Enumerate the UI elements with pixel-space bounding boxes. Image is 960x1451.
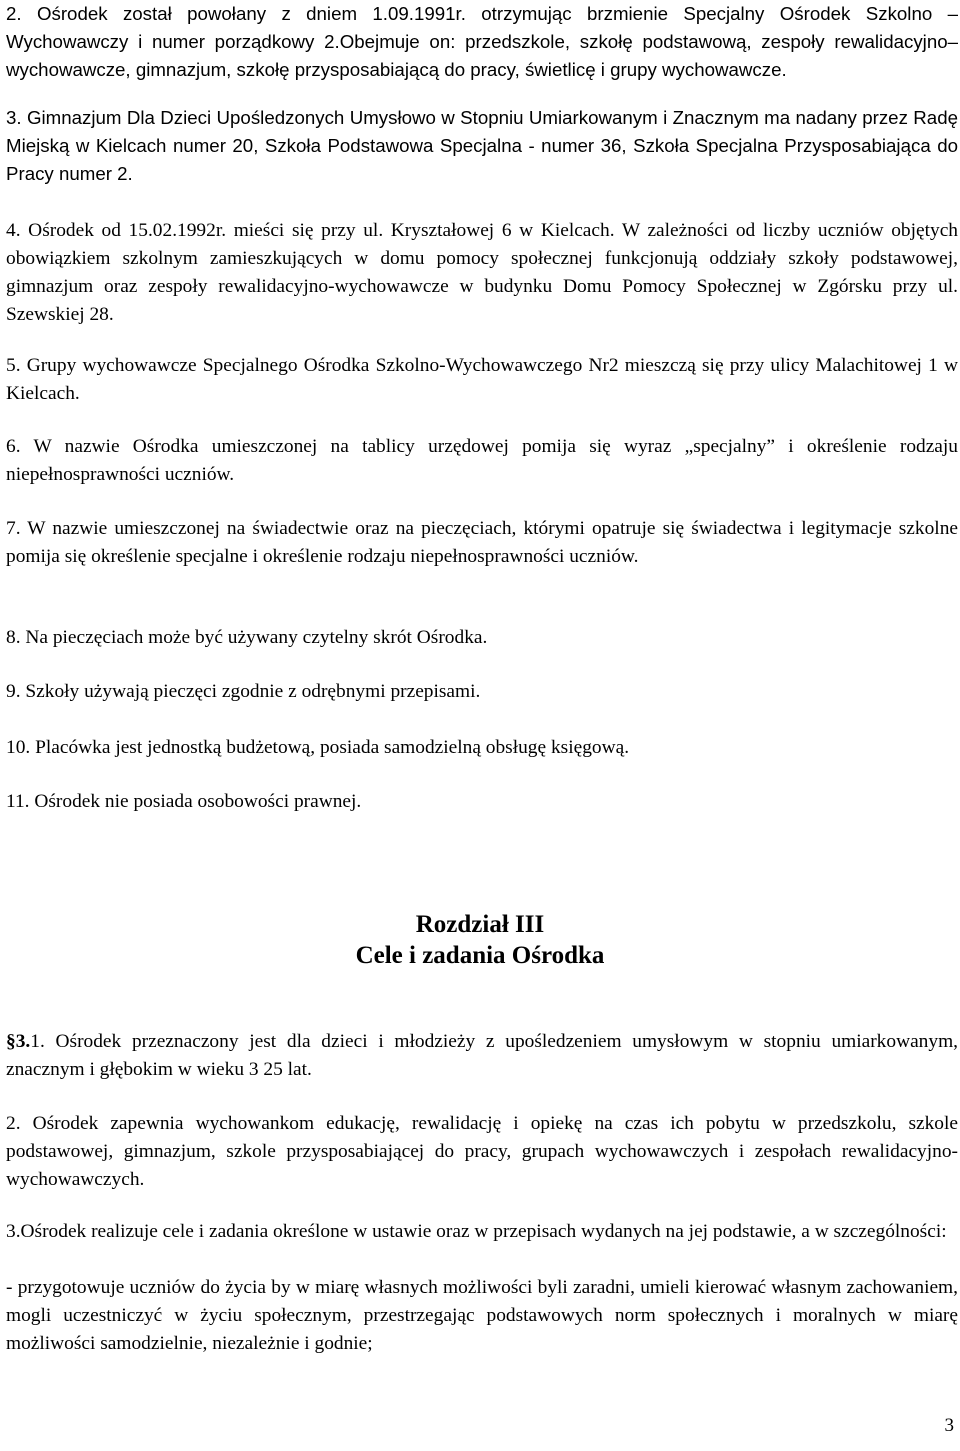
chapter-number: Rozdział III (415, 911, 545, 938)
section-paragraph-2: 2. Ośrodek zapewnia wychowankom edukację, rewalidację i opiekę na czas ich pobytu w przedszkolu, szkole podstawowej, gimnazjum, szkole przysposabiającej do pracy, grupach wychowawczych i zespołach rewalidacyjno-wychowawczych. (6, 1113, 958, 1190)
paragraph-8: 8. Na pieczęciach może być używany czytelny skrót Ośrodka. (6, 627, 488, 648)
list-item: - przygotowuje uczniów do życia by w miarę własnych możliwości byli zaradni, umieli kierować własnym zachowaniem, mogli uczestniczyć w życiu społecznym, przestrzegając podstawowych norm społecznych i moralnych w miarę możliwości samodzielnie, niezależnie i godnie; (6, 1277, 958, 1354)
section-paragraph-1-text: 1. Ośrodek przeznaczony jest dla dzieci i młodzieży z upośledzeniem umysłowym w stopniu umiarkowanym, znacznym i głębokim w wieku 3 25 lat. (6, 1031, 958, 1080)
paragraph-2: 2. Ośrodek został powołany z dniem 1.09.1991r. otrzymując brzmienie Specjalny Ośrodek Szkolno –Wychowawczy i numer porządkowy 2.Obejmuje on: przedszkole, szkołę podstawową, zespoły rewalidacyjno–wychowawcze, gimnazjum, szkołę przysposabiającą do pracy, świetlicę i grupy wychowawcze. (6, 3, 958, 80)
chapter-title: Cele i zadania Ośrodka (355, 942, 605, 969)
paragraph-4: 4. Ośrodek od 15.02.1992r. mieści się przy ul. Kryształowej 6 w Kielcach. W zależności od liczby uczniów objętych obowiązkiem szkolnym zamieszkujących w domu pomocy społecznej funkcjonują oddziały szkoły podstawowej, gimnazjum oraz zespoły rewalidacyjno-wychowawcze w budynku Domu Pomocy Społecznej w Zgórsku przy ul. Szewskiej 28. (6, 220, 958, 325)
paragraph-9: 9. Szkoły używają pieczęci zgodnie z odrębnymi przepisami. (6, 681, 481, 702)
page-number: 3 (944, 1415, 954, 1436)
paragraph-6: 6. W nazwie Ośrodka umieszczonej na tablicy urzędowej pomija się wyraz „specjalny” i określenie rodzaju niepełnosprawności uczniów. (6, 436, 958, 485)
paragraph-3: 3. Gimnazjum Dla Dzieci Upośledzonych Umysłowo w Stopniu Umiarkowanym i Znacznym ma nadany przez Radę Miejską w Kielcach numer 20, Szkoła Podstawowa Specjalna - numer 36, Szkoła Specjalna Przysposabiająca do Pracy numer 2. (6, 107, 958, 184)
section-paragraph-1 (6, 1028, 958, 1084)
paragraph-5: 5. Grupy wychowawcze Specjalnego Ośrodka Szkolno-Wychowawczego Nr2 mieszczą się przy ulicy Malachitowej 1 w Kielcach. (6, 355, 958, 404)
paragraph-7: 7. W nazwie umieszczonej na świadectwie oraz na pieczęciach, którymi opatruje się świadectwa i legitymacje szkolne pomija się określenie specjalne i określenie rodzaju niepełnosprawności uczniów. (6, 518, 958, 567)
paragraph-11: 11. Ośrodek nie posiada osobowości prawnej. (6, 791, 362, 812)
section-paragraph-3: 3.Ośrodek realizuje cele i zadania określone w ustawie oraz w przepisach wydanych na jej podstawie, a w szczególności: (6, 1221, 947, 1242)
paragraph-10: 10. Placówka jest jednostką budżetową, posiada samodzielną obsługę księgową. (6, 737, 630, 758)
section-symbol: §3. (6, 1031, 31, 1052)
